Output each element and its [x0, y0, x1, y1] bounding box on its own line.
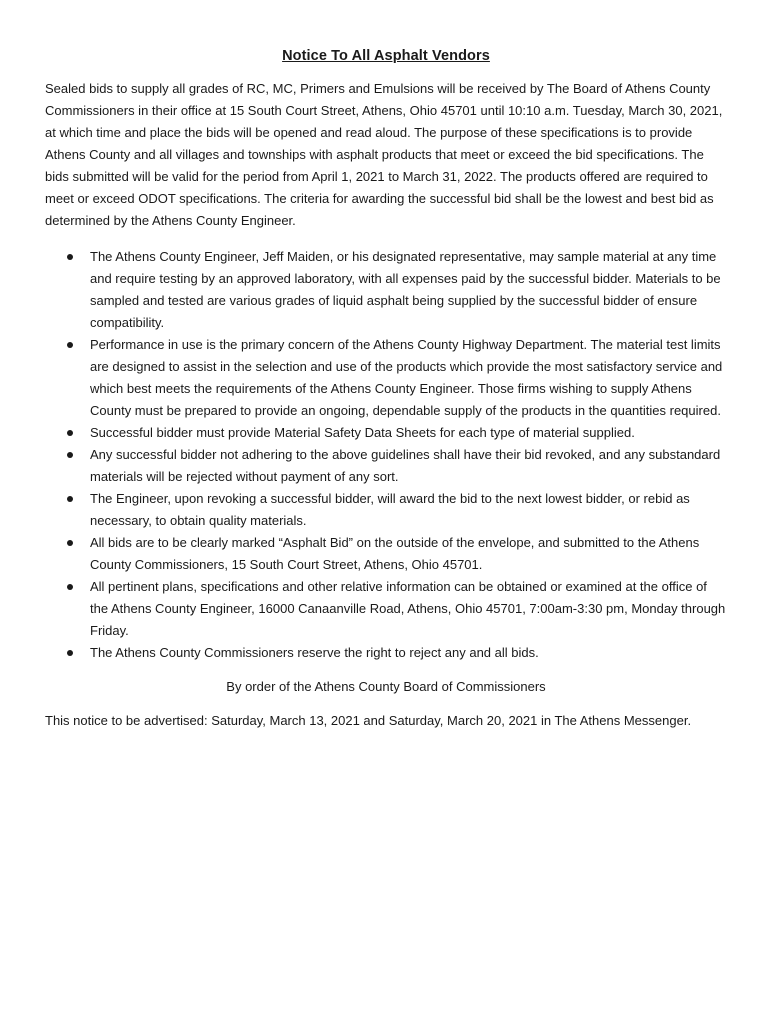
list-item-text: Any successful bidder not adhering to the above guidelines shall have their bid revoked, and any substandard materials will be rejected without payment of any sort. [90, 447, 721, 484]
notice-title: Notice To All Asphalt Vendors [282, 48, 490, 64]
list-item-text: The Athens County Engineer, Jeff Maiden, or his designated representative, may sample material at any time and require testing by an approved laboratory, with all expenses paid by the successful bidder. Materials to be sampled and tested are various grades of liquid asphalt being supplied by the successful bidder of ensure compatibility. [90, 249, 721, 330]
notice-document [45, 48, 727, 732]
list-item [45, 488, 727, 532]
requirements-list [45, 246, 727, 664]
list-item [45, 422, 727, 444]
list-item [45, 576, 727, 642]
list-item [45, 246, 727, 334]
intro-paragraph: Sealed bids to supply all grades of RC, MC, Primers and Emulsions will be received by The Board of Athens County Commissioners in their office at 15 South Court Street, Athens, Ohio 45701 until 10:10 a.m. Tuesday, March 30, 2021, at which time and place the bids will be opened and read aloud. The purpose of these specifications is to provide Athens County and all villages and townships with asphalt products that meet or exceed the bid specifications. The bids submitted will be valid for the period from April 1, 2021 to March 31, 2022. The products offered are required to meet or exceed ODOT specifications. The criteria for awarding the successful bid shall be the lowest and best bid as determined by the Athens County Engineer. [45, 81, 723, 228]
list-item [45, 334, 727, 422]
list-item-text: The Engineer, upon revoking a successful bidder, will award the bid to the next lowest bidder, or rebid as necessary, to obtain quality materials. [90, 491, 690, 528]
list-item [45, 642, 727, 664]
list-item-text: Successful bidder must provide Material Safety Data Sheets for each type of material supplied. [90, 425, 635, 440]
signoff-line: By order of the Athens County Board of Commissioners [226, 679, 546, 694]
bullet-icon [67, 584, 73, 590]
advertisement-note: This notice to be advertised: Saturday, March 13, 2021 and Saturday, March 20, 2021 in The Athens Messenger. [45, 713, 692, 728]
bullet-icon [67, 540, 73, 546]
bullet-icon [67, 430, 73, 436]
bullet-icon [67, 342, 73, 348]
list-item [45, 444, 727, 488]
list-item [45, 532, 727, 576]
list-item-text: All pertinent plans, specifications and other relative information can be obtained or examined at the office of the Athens County Engineer, 16000 Canaanville Road, Athens, Ohio 45701, 7:00am-3:30 pm, Monday through Friday. [90, 579, 726, 638]
list-item-text: All bids are to be clearly marked “Asphalt Bid” on the outside of the envelope, and submitted to the Athens County Commissioners, 15 South Court Street, Athens, Ohio 45701. [90, 535, 700, 572]
bullet-icon [67, 452, 73, 458]
list-item-text: The Athens County Commissioners reserve the right to reject any and all bids. [90, 645, 539, 660]
list-item-text: Performance in use is the primary concern of the Athens County Highway Department. The material test limits are designed to assist in the selection and use of the products which provide the most satisfactory service and which best meets the requirements of the Athens County Engineer. Those firms wishing to supply Athens County must be prepared to provide an ongoing, dependable supply of the products in the quantities required. [90, 337, 723, 418]
bullet-icon [67, 254, 73, 260]
bullet-icon [67, 496, 73, 502]
bullet-icon [67, 650, 73, 656]
